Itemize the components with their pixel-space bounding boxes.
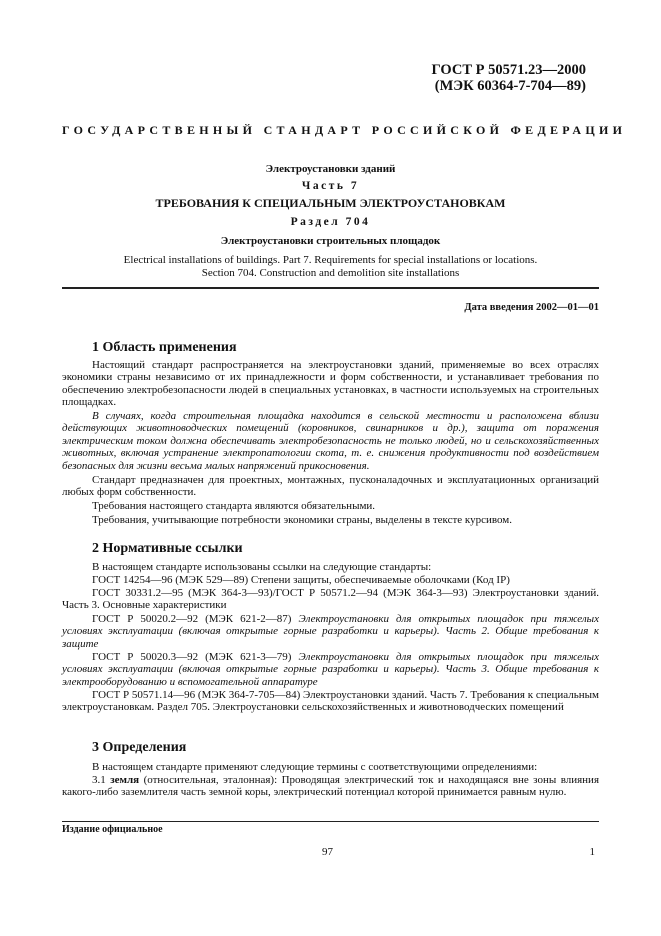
paragraph-text: ГОСТ Р 50020.2—92 (МЭК 621-2—87) [92, 613, 299, 625]
paragraph-text: Электроустановки для открытых площадок при тяжелых условиях эксплуатации (включая открытые горные разработки и карьеры). Часть 2. Общие требования к защите [62, 613, 599, 650]
official-edition-note: Издание официальное [62, 824, 163, 835]
paragraph-text: ГОСТ Р 50571.14—96 (МЭК 364-7-705—84) Электроустановки зданий. Часть 7. Требования к специальным электроустановкам. Раздел 705. Электроустановки сельскохозяйственных и животноводческих помещений [62, 689, 599, 714]
header-divider [62, 287, 599, 289]
paragraph [62, 359, 599, 409]
standard-designation [432, 62, 586, 94]
state-standard-banner: ГОСУДАРСТВЕННЫЙ СТАНДАРТ РОССИЙСКОЙ ФЕДЕРАЦИИ [62, 123, 627, 137]
paragraph-text: ГОСТ Р 50020.3—92 (МЭК 621-3—79) [92, 651, 299, 663]
paragraph [62, 514, 599, 526]
italic-paragraph [62, 410, 599, 472]
paragraph-text: В случаях, когда строительная площадка находится в сельской местности и расположена вблизи действующих животноводческих помещений (коровников, свинарников и др.), защита от поражения электрическим током должна обеспечивать электробезопасность не только людей, но и сельскохозяйственных животных, включая устранение электропатологии скота, т. е. снижения продуктивности под воздействием безопасных для жизни весьма малых напряжений прикосновения. [62, 410, 599, 472]
effective-date: Дата введения 2002—01—01 [464, 302, 599, 313]
standard-code: ГОСТ Р 50571.23—2000 [431, 62, 586, 78]
section-heading: Раздел 704 [290, 216, 371, 228]
reference-item [62, 587, 599, 612]
english-title-line: Electrical installations of buildings. Part 7. Requirements for special installations or locations. [123, 254, 538, 266]
subtitle: Электроустановки строительных площадок [220, 235, 441, 247]
paragraph [62, 474, 599, 499]
paragraph-text: Электроустановки для открытых площадок при тяжелых условиях эксплуатации (включая открытые горные разработки и карьеры). Часть 3. Общие требования к электрооборудованию и вспомогательной аппаратуре [62, 651, 599, 688]
paragraph-text: В настоящем стандарте применяют следующие термины с соответствующими определениями: [92, 761, 538, 773]
reference-item [62, 613, 599, 650]
paragraph-text: Требования настоящего стандарта являются обязательными. [92, 500, 376, 512]
section-1-title: 1 Область применения [92, 340, 237, 355]
defined-term: земля [110, 774, 140, 786]
title-line: Электроустановки зданий [265, 163, 396, 175]
paragraph [62, 561, 599, 573]
section-3-title: 3 Определения [92, 740, 187, 755]
english-title [62, 254, 599, 279]
reference-item [62, 651, 599, 688]
paragraph [62, 500, 599, 512]
paragraph [62, 761, 599, 773]
footer-divider [62, 821, 599, 822]
section-2-title: 2 Нормативные ссылки [92, 541, 243, 556]
page-number: 97 [322, 846, 333, 858]
paragraph-text: Стандарт предназначен для проектных, монтажных, пусконаладочных и эксплуатационных организаций любых форм собственности. [62, 474, 599, 499]
definition [62, 774, 599, 799]
part-heading: Часть 7 [301, 180, 360, 192]
definition-number: 3.1 [92, 774, 111, 786]
reference-item [62, 574, 599, 586]
paragraph-text: Настоящий стандарт распространяется на электроустановки зданий, применяемые во всех отраслях экономики страны независимо от их принадлежности и форм собственности, и устанавливает требования по обеспечению электробезопасности людей в специальных установках, в частности используемых на строительных площадках. [62, 359, 599, 409]
reference-item [62, 689, 599, 714]
paragraph-text: ГОСТ 30331.2—95 (МЭК 364-3—93)/ГОСТ Р 50571.2—94 (МЭК 364-3—93) Электроустановки зданий. Часть 3. Основные характеристики [62, 587, 599, 612]
paragraph-text: Требования, учитывающие потребности экономики страны, выделены в тексте курсивом. [92, 514, 513, 526]
iec-code: (МЭК 60364-7-704—89) [434, 78, 586, 94]
paragraph-text: В настоящем стандарте использованы ссылки на следующие стандарты: [92, 561, 432, 573]
paragraph-text: (относительная, эталонная): Проводящая электрический ток и находящаяся вне зоны влияния какого-либо заземлителя часть земной коры, электрический потенциал которой принимается равным нулю. [62, 774, 600, 799]
sheet-number: 1 [589, 846, 595, 858]
english-title-line: Section 704. Construction and demolition site installations [201, 266, 460, 279]
paragraph-text: ГОСТ 14254—96 (МЭК 529—89) Степени защиты, обеспечиваемые оболочками (Код IP) [92, 574, 510, 586]
main-title: ТРЕБОВАНИЯ К СПЕЦИАЛЬНЫМ ЭЛЕКТРОУСТАНОВКАМ [155, 196, 506, 210]
